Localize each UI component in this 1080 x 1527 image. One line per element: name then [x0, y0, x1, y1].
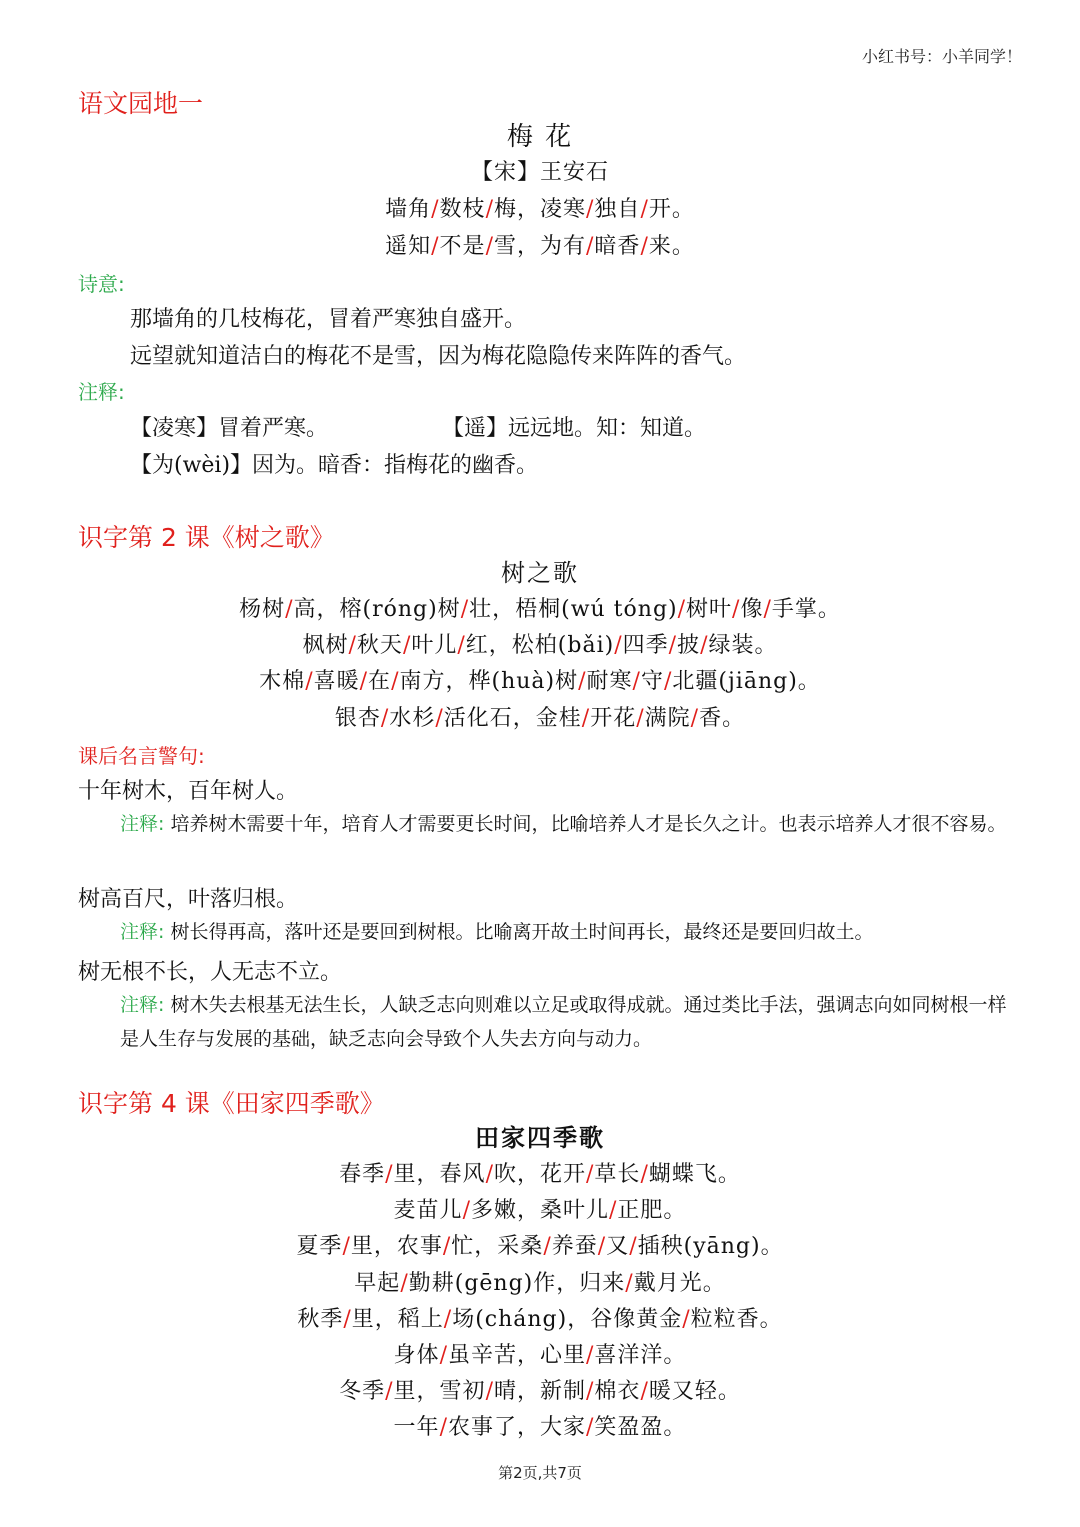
pause-slash: /: [597, 1234, 607, 1259]
pause-slash: /: [581, 706, 591, 731]
pause-slash: /: [439, 1415, 448, 1440]
pause-slash: /: [342, 1234, 351, 1259]
poem-segment: 秋季: [297, 1307, 344, 1332]
poem-author-1: 【宋】王安石: [470, 160, 609, 185]
quote-text-3: 树无根不长，人无志不立。: [78, 960, 343, 985]
pause-slash: /: [682, 1307, 691, 1332]
pause-slash: /: [700, 633, 709, 658]
poem-segment: 养蚕: [551, 1234, 598, 1259]
section-heading-1: 语文园地一: [78, 89, 204, 118]
poem-line: [0, 1374, 1080, 1405]
poem-segment: 麦苗儿: [393, 1198, 463, 1223]
poem-segment: 手掌。: [771, 597, 841, 622]
poem-title-3: 田家四季歌: [475, 1123, 605, 1152]
poem-segment: 一年: [393, 1415, 440, 1440]
poem-line: [0, 1410, 1080, 1441]
poem-segment: 农事了，大家: [447, 1415, 586, 1440]
pause-slash: /: [460, 597, 470, 622]
poem-segment: 夏季: [296, 1234, 343, 1259]
poem-segment: 香。: [699, 706, 746, 731]
poem-segment: 棉衣: [594, 1379, 641, 1404]
poem-segment: 早起: [354, 1271, 401, 1296]
pause-slash: /: [640, 1162, 649, 1187]
pause-slash: /: [586, 197, 595, 222]
poem-segment: 红，松柏(bǎi): [465, 633, 615, 658]
poem-line: [0, 1157, 1080, 1188]
poem-title-2: 树之歌: [501, 559, 579, 587]
poem-segment: 满院: [644, 706, 691, 731]
note-linghan: 【凌寒】冒着严寒。: [130, 416, 329, 441]
poem-segment: 数枝: [439, 197, 486, 222]
meaning-label: 诗意:: [78, 272, 125, 296]
note-text: 培养树木需要十年，培育人才需要更长时间，比喻培养人才是长久之计。也表示培养人才很不容易。: [170, 813, 1007, 835]
poem-segment: 粒粒香。: [690, 1307, 783, 1332]
pause-slash: /: [359, 669, 369, 694]
poem-line: [0, 1338, 1080, 1369]
poem-segment: 戴月光。: [633, 1271, 726, 1296]
note-text: 树木失去根基无法生长，人缺乏志向则难以立足或取得成就。通过类比手法，强调志向如同树根一样是人生存与发展的基础，缺乏志向会导致个人失去方向与动力。: [120, 994, 1007, 1050]
poem-segment: 晴，新制: [493, 1379, 586, 1404]
pause-slash: /: [435, 706, 444, 731]
pause-slash: /: [677, 597, 687, 622]
quote-note-3: [120, 988, 1020, 1056]
pause-slash: /: [690, 706, 700, 731]
poem-segment: 高，榕(róng)树: [293, 597, 461, 622]
poem-segment: 像: [740, 597, 764, 622]
page-number: 第2页,共7页: [498, 1464, 582, 1482]
quote-text-2: 树高百尺，叶落归根。: [78, 887, 299, 912]
poem-segment: 正肥。: [617, 1198, 687, 1223]
poem-segment: 插秧(yāng)。: [637, 1234, 784, 1259]
note-yao: 【遥】远远地。知：知道。: [442, 416, 707, 441]
pause-slash: /: [578, 669, 587, 694]
poem-segment: 暗香: [594, 234, 641, 259]
poem-line: [0, 1193, 1080, 1224]
poem-segment: 雪，为有: [493, 234, 586, 259]
note-label: 注释:: [120, 994, 165, 1016]
pause-slash: /: [732, 597, 741, 622]
poem-title-1: 梅 花: [506, 122, 574, 152]
pause-slash: /: [431, 197, 440, 222]
poem-segment: 里，农事: [350, 1234, 443, 1259]
poem-segment: 开。: [648, 197, 695, 222]
pause-slash: /: [402, 633, 412, 658]
poem-segment: 勤耕(gēng)作，归来: [408, 1271, 626, 1296]
poem-segment: 草长: [594, 1162, 641, 1187]
pause-slash: /: [668, 633, 678, 658]
poem-line: [0, 1302, 1080, 1333]
poem-segment: 忙，采桑: [451, 1234, 544, 1259]
note-wei: 【为(wèi)】因为。暗香：指梅花的幽香。: [130, 453, 539, 478]
poem-segment: 场(cháng)，谷像黄金: [452, 1307, 683, 1332]
poem-segment: 又: [606, 1234, 630, 1259]
pause-slash: /: [462, 1198, 471, 1223]
poem-segment: 活化石，金桂: [443, 706, 582, 731]
poem-segment: 吹，花开: [493, 1162, 586, 1187]
poem-segment: 树叶: [686, 597, 733, 622]
poem-segment: 披: [677, 633, 701, 658]
pause-slash: /: [609, 1198, 618, 1223]
pause-slash: /: [431, 234, 440, 259]
pause-slash: /: [305, 669, 314, 694]
pause-slash: /: [485, 234, 494, 259]
poem-segment: 独自: [594, 197, 641, 222]
quote-note-1: [120, 807, 1020, 841]
pause-slash: /: [285, 597, 294, 622]
quotes-label: 课后名言警句:: [78, 744, 205, 768]
poem-segment: 枫树: [302, 633, 349, 658]
poem-segment: 水杉: [389, 706, 436, 731]
poem-segment: 喜洋洋。: [594, 1343, 687, 1368]
poem-segment: 身体: [393, 1343, 440, 1368]
pause-slash: /: [442, 1234, 452, 1259]
poem-segment: 不是: [439, 234, 486, 259]
pause-slash: /: [640, 234, 649, 259]
poem-segment: 绿装。: [708, 633, 778, 658]
poem-segment: 北疆(jiāng)。: [672, 669, 821, 694]
pause-slash: /: [625, 1271, 634, 1296]
poem-segment: 来。: [648, 234, 695, 259]
pause-slash: /: [343, 1307, 352, 1332]
note-text: 树长得再高，落叶还是要回到树根。比喻离开故土时间再长，最终还是要回归故土。: [170, 921, 874, 943]
poem-segment: 多嫩，桑叶儿: [470, 1198, 609, 1223]
pause-slash: /: [380, 706, 390, 731]
poem-segment: 蝴蝶飞。: [648, 1162, 741, 1187]
poem-segment: 在: [368, 669, 392, 694]
pause-slash: /: [400, 1271, 409, 1296]
poem-segment: 笑盈盈。: [594, 1415, 687, 1440]
pause-slash: /: [391, 669, 400, 694]
poem-segment: 冬季: [339, 1379, 386, 1404]
note-label: 注释:: [120, 813, 165, 835]
poem-line: [0, 628, 1080, 659]
meaning-line-2: 远望就知道洁白的梅花不是雪，因为梅花隐隐传来阵阵的香气。: [130, 344, 747, 369]
brand-label: 小红书号：小羊同学！: [861, 47, 1022, 66]
poem-segment: 四季: [622, 633, 669, 658]
poem-segment: 墙角: [385, 197, 432, 222]
pause-slash: /: [614, 633, 623, 658]
poem-segment: 银杏: [334, 706, 381, 731]
pause-slash: /: [385, 1162, 394, 1187]
pause-slash: /: [586, 1379, 595, 1404]
poem-segment: 耐寒: [586, 669, 633, 694]
pause-slash: /: [640, 1379, 649, 1404]
poem-line: [0, 229, 1080, 260]
poem-segment: 秋天: [356, 633, 403, 658]
pause-slash: /: [586, 1343, 595, 1368]
poem-segment: 遥知: [385, 234, 432, 259]
poem-segment: 南方，桦(huà)树: [399, 669, 579, 694]
poem-segment: 杨树: [239, 597, 286, 622]
poem-line: [0, 664, 1080, 695]
poem-line: [0, 592, 1080, 623]
meaning-line-1: 那墙角的几枝梅花，冒着严寒独自盛开。: [130, 307, 527, 332]
pause-slash: /: [632, 669, 641, 694]
poem-segment: 梅，凌寒: [493, 197, 586, 222]
quote-note-2: [120, 915, 1020, 949]
poem-segment: 壮，梧桐(wú tóng): [469, 597, 678, 622]
pause-slash: /: [485, 197, 494, 222]
pause-slash: /: [543, 1234, 552, 1259]
pause-slash: /: [348, 633, 357, 658]
poem-line: [0, 192, 1080, 223]
poem-segment: 守: [640, 669, 664, 694]
pause-slash: /: [629, 1234, 638, 1259]
poem-segment: 木棉: [259, 669, 306, 694]
pause-slash: /: [485, 1379, 494, 1404]
poem-segment: 开花: [590, 706, 637, 731]
section-heading-3: 识字第 4 课《田家四季歌》: [78, 1089, 385, 1118]
poem-segment: 虽辛苦，心里: [447, 1343, 586, 1368]
section-heading-2: 识字第 2 课《树之歌》: [78, 523, 335, 552]
poem-segment: 春季: [339, 1162, 386, 1187]
poem-line: [0, 1229, 1080, 1260]
poem-segment: 里，稻上: [351, 1307, 444, 1332]
pause-slash: /: [663, 669, 673, 694]
poem-segment: 里，春风: [393, 1162, 486, 1187]
pause-slash: /: [485, 1162, 494, 1187]
poem-line: [0, 1266, 1080, 1297]
notes-label: 注释:: [78, 380, 125, 404]
pause-slash: /: [443, 1307, 453, 1332]
pause-slash: /: [457, 633, 466, 658]
pause-slash: /: [586, 1162, 595, 1187]
note-label: 注释:: [120, 921, 165, 943]
poem-segment: 暖又轻。: [648, 1379, 741, 1404]
poem-segment: 里，雪初: [393, 1379, 486, 1404]
pause-slash: /: [763, 597, 772, 622]
pause-slash: /: [636, 706, 645, 731]
pause-slash: /: [586, 234, 595, 259]
poem-segment: 叶儿: [411, 633, 458, 658]
pause-slash: /: [586, 1415, 595, 1440]
quote-text-1: 十年树木，百年树人。: [78, 779, 299, 804]
poem-line: [0, 701, 1080, 732]
poem-segment: 喜暖: [313, 669, 360, 694]
pause-slash: /: [439, 1343, 448, 1368]
pause-slash: /: [640, 197, 649, 222]
pause-slash: /: [385, 1379, 394, 1404]
